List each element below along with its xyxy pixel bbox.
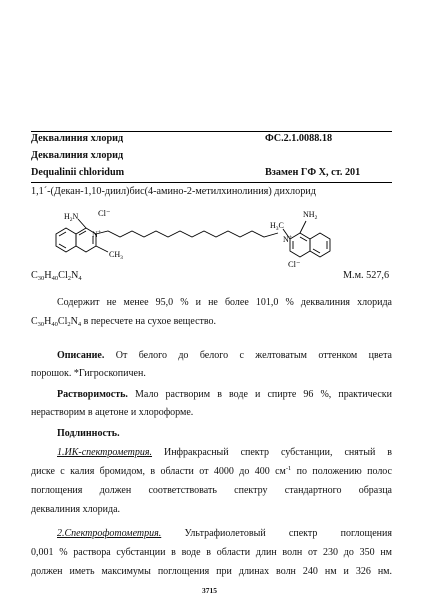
counterion-right: Cl⁻ bbox=[288, 259, 301, 269]
content-line-2: $C_{30}H_{40}Cl_2N_4$ в пересчете на сухое вещество. bbox=[31, 316, 217, 328]
structural-formula bbox=[28, 201, 358, 269]
uv-label: Спектрофотометрия. bbox=[64, 528, 162, 539]
header-top-rule bbox=[31, 131, 392, 132]
page-number: 3715 bbox=[202, 586, 217, 595]
description-label: Описание. bbox=[57, 350, 105, 361]
content-line-1: Содержит не менее 95,0 % и не более 101,0 % деквалиния хлорида bbox=[57, 297, 392, 308]
header-fs-code: ФС.2.1.0088.18 bbox=[265, 133, 333, 144]
uv-line-3: должен иметь максимумы поглощения при длинах волн 240 нм и 326 нм. bbox=[31, 566, 392, 577]
identity-heading: Подлинность. bbox=[57, 428, 120, 439]
molecular-formula: $C_{30}H_{40}Cl_2N_4$ bbox=[31, 270, 82, 282]
description-line-2: порошок. *Гигроскопичен. bbox=[31, 368, 146, 379]
uv-line-1: 2.Спектрофотометрия. Ультрафиолетовый спектр поглощения bbox=[57, 528, 392, 539]
ir-line-3: поглощения должен соответствовать спектру стандартного образца bbox=[31, 485, 392, 496]
chemical-name: 1,1´-(Декан-1,10-диил)бис(4-амино-2-метилхинолиния) дихлорид bbox=[31, 186, 316, 197]
ir-label: ИК-спектрометрия. bbox=[64, 447, 153, 458]
solubility-label: Растворимость. bbox=[57, 389, 128, 400]
header-replaces: Взамен ГФ X, ст. 201 bbox=[265, 167, 361, 178]
methyl-right: $H_3C$ bbox=[270, 221, 284, 232]
ir-line-2: диске с калия бромидом, в области от 4000 до 400 $см^{-1}$ по положению полос bbox=[31, 465, 392, 477]
solubility-line-1: Растворимость. Мало растворим в воде и спирте 96 %, практически bbox=[57, 389, 392, 400]
uv-number: 2. bbox=[57, 528, 65, 539]
nplus-right: N+ bbox=[283, 235, 293, 244]
uv-line-2: 0,001 % раствора субстанции в воде в области длин волн от 230 до 350 нм bbox=[31, 547, 392, 558]
ir-line-4: деквалиния хлорида. bbox=[31, 504, 121, 515]
counterion-left: Cl⁻ bbox=[98, 208, 111, 218]
header-latin-name: Dequalinii chloridum bbox=[31, 167, 125, 178]
solubility-line-2: нерастворим в ацетоне и хлороформе. bbox=[31, 407, 194, 418]
molecular-mass: М.м. 527,6 bbox=[343, 270, 390, 281]
amine-right: $NH_2$ bbox=[303, 210, 318, 221]
header-russian-name: Деквалиния хлорид bbox=[31, 133, 124, 144]
description-line-1: Описание. От белого до белого с желтоватым оттенком цвета bbox=[57, 350, 392, 361]
nplus-left: N+ bbox=[92, 230, 102, 239]
methyl-left: $CH_3$ bbox=[109, 250, 123, 261]
ir-line-1: 1.ИК-спектрометрия. Инфракрасный спектр субстанции, снятый в bbox=[57, 447, 392, 458]
header-bottom-rule bbox=[31, 182, 392, 183]
amine-left: $H_2N$ bbox=[64, 212, 79, 223]
ir-number: 1. bbox=[57, 447, 65, 458]
header-russian-name-2: Деквалиния хлорид bbox=[31, 150, 124, 161]
